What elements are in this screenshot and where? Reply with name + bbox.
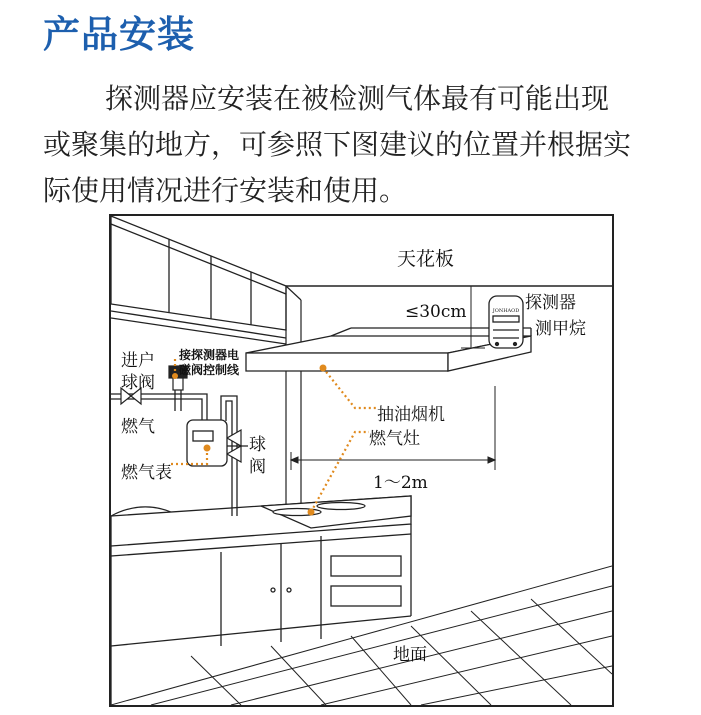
- label-floor: 地面: [393, 645, 427, 665]
- label-inlet-valve-1: 进户: [121, 351, 155, 371]
- label-distance: 1～2m: [373, 473, 428, 493]
- label-detector: 探测器: [525, 293, 576, 313]
- label-ceiling: 天花板: [397, 248, 455, 270]
- label-solenoid-1: 接探测器电: [179, 348, 240, 362]
- label-gas: 燃气: [121, 417, 155, 437]
- upper-cabinets: [111, 216, 286, 344]
- intro-line-2: 或聚集的地方，可参照下图建议的位置并根据实: [43, 128, 632, 161]
- label-range-hood: 抽油烟机: [377, 405, 445, 425]
- label-solenoid-2: 磁阀控制线: [179, 363, 240, 377]
- label-ceiling-distance: ≤30cm: [405, 302, 467, 322]
- label-gas-stove: 燃气灶: [369, 429, 420, 449]
- intro-paragraph: [43, 76, 668, 214]
- label-ball-valve-1: 球: [249, 435, 266, 455]
- label-gas-meter: 燃气表: [121, 463, 172, 483]
- label-methane: 测甲烷: [535, 319, 586, 339]
- detector-device: [489, 296, 523, 348]
- ball-valve-right-shape: [227, 430, 248, 462]
- page-title: 产品安装: [43, 13, 195, 56]
- installation-diagram: [109, 214, 614, 707]
- floor-tiles: [111, 566, 612, 705]
- intro-line-3: 际使用情况进行安装和使用。: [43, 174, 408, 207]
- range-hood-shape: [246, 328, 531, 371]
- label-ball-valve-2: 阀: [249, 457, 266, 477]
- counter: [111, 496, 411, 705]
- intro-line-1: 探测器应安装在被检测气体最有可能出现: [105, 82, 610, 115]
- detector-brand: JONHAOD: [492, 308, 520, 314]
- label-inlet-valve-2: 球阀: [121, 373, 155, 393]
